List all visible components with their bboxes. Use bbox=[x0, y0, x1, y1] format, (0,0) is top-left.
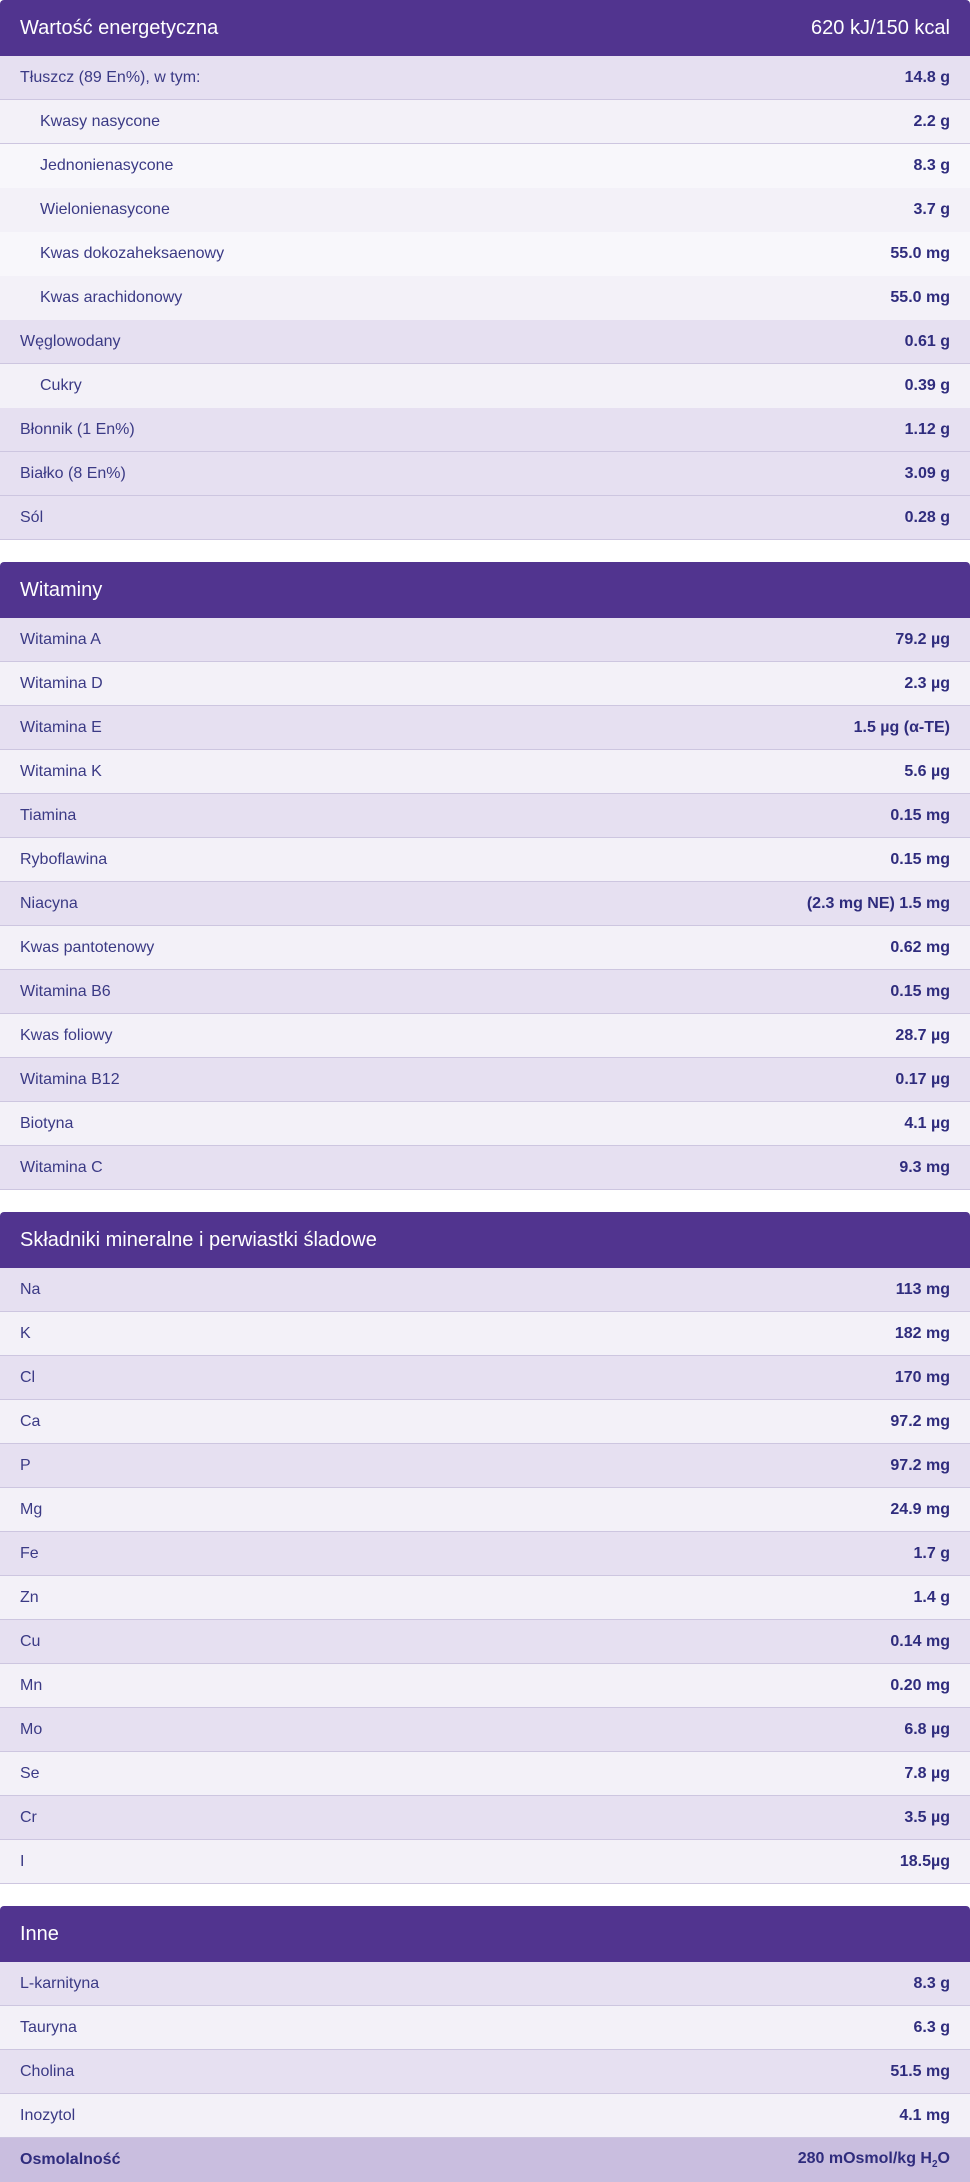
vitamin-row bbox=[0, 662, 970, 706]
other-label: Tauryna bbox=[20, 2018, 77, 2036]
energy-header bbox=[0, 0, 970, 56]
nutrient-row bbox=[0, 188, 970, 232]
nutrient-value: 0.61 g bbox=[904, 332, 950, 350]
mineral-label: Fe bbox=[20, 1544, 39, 1562]
vitamin-value: (2.3 mg NE) 1.5 mg bbox=[806, 894, 950, 912]
vitamin-label: Niacyna bbox=[20, 894, 78, 912]
mineral-row bbox=[0, 1312, 970, 1356]
vitamin-row bbox=[0, 750, 970, 794]
vitamin-label: Ryboflawina bbox=[20, 850, 108, 868]
osmolality-value-main: 280 mOsmol/kg H bbox=[797, 2149, 932, 2167]
minerals-section bbox=[0, 1212, 970, 1884]
vitamin-label: Witamina K bbox=[20, 762, 102, 780]
nutrient-label: Błonnik (1 En%) bbox=[20, 420, 135, 438]
vitamin-row bbox=[0, 794, 970, 838]
vitamin-value: 0.62 mg bbox=[890, 938, 950, 956]
nutrient-label: Białko (8 En%) bbox=[20, 464, 126, 482]
mineral-row bbox=[0, 1488, 970, 1532]
mineral-label: Mn bbox=[20, 1676, 43, 1694]
nutrient-label: Wielonienasycone bbox=[40, 201, 170, 218]
nutrient-value: 55.0 mg bbox=[890, 289, 950, 306]
other-header bbox=[0, 1906, 970, 1962]
vitamin-value: 0.17 µg bbox=[895, 1070, 950, 1088]
other-section bbox=[0, 1906, 970, 2182]
mineral-value: 170 mg bbox=[894, 1368, 950, 1386]
mineral-row bbox=[0, 1620, 970, 1664]
mineral-value: 24.9 mg bbox=[890, 1500, 950, 1518]
vitamin-label: Witamina E bbox=[20, 718, 102, 736]
mineral-row bbox=[0, 1708, 970, 1752]
other-value: 51.5 mg bbox=[890, 2062, 950, 2080]
energy-value: 620 kJ/150 kcal bbox=[811, 16, 950, 39]
osmolality-value bbox=[798, 2150, 950, 2170]
vitamins-title: Witaminy bbox=[20, 578, 103, 601]
mineral-value: 1.7 g bbox=[913, 1544, 950, 1562]
vitamin-label: Tiamina bbox=[20, 806, 77, 824]
mineral-row bbox=[0, 1576, 970, 1620]
mineral-label: Se bbox=[20, 1764, 40, 1782]
mineral-value: 1.4 g bbox=[913, 1588, 950, 1606]
mineral-row bbox=[0, 1400, 970, 1444]
osmolality-row bbox=[0, 2138, 970, 2182]
mineral-row bbox=[0, 1752, 970, 1796]
other-value: 8.3 g bbox=[913, 1974, 950, 1992]
minerals-title: Składniki mineralne i perwiastki śladowe bbox=[20, 1228, 377, 1251]
mineral-label: Zn bbox=[20, 1588, 39, 1606]
vitamin-label: Witamina A bbox=[20, 630, 101, 648]
vitamin-label: Witamina D bbox=[20, 674, 103, 692]
other-row bbox=[0, 2050, 970, 2094]
vitamin-value: 0.15 mg bbox=[890, 850, 950, 868]
vitamin-value: 1.5 µg (α-TE) bbox=[853, 718, 950, 736]
vitamin-row bbox=[0, 926, 970, 970]
vitamin-value: 2.3 µg bbox=[904, 674, 950, 692]
mineral-row bbox=[0, 1444, 970, 1488]
mineral-value: 0.14 mg bbox=[890, 1632, 950, 1650]
other-value: 4.1 mg bbox=[899, 2106, 950, 2124]
mineral-label: I bbox=[20, 1852, 25, 1870]
nutrient-label: Tłuszcz (89 En%), w tym: bbox=[20, 68, 201, 86]
mineral-value: 97.2 mg bbox=[890, 1412, 950, 1430]
nutrient-row bbox=[0, 452, 970, 496]
nutrient-row bbox=[0, 144, 970, 188]
vitamin-label: Witamina C bbox=[20, 1158, 103, 1176]
vitamin-label: Kwas pantotenowy bbox=[20, 938, 155, 956]
vitamin-row bbox=[0, 882, 970, 926]
nutrient-row bbox=[0, 276, 970, 320]
mineral-row bbox=[0, 1356, 970, 1400]
vitamin-value: 5.6 µg bbox=[904, 762, 950, 780]
nutrient-row bbox=[0, 496, 970, 540]
mineral-label: Na bbox=[20, 1280, 41, 1298]
osmolality-value-subscript: 2 bbox=[931, 2159, 938, 2171]
nutrient-row bbox=[0, 56, 970, 100]
energy-section bbox=[0, 0, 970, 540]
other-title: Inne bbox=[20, 1922, 59, 1945]
nutrient-row bbox=[0, 408, 970, 452]
mineral-row bbox=[0, 1532, 970, 1576]
nutrient-value: 14.8 g bbox=[904, 68, 950, 86]
vitamin-value: 0.15 mg bbox=[890, 982, 950, 1000]
nutrient-label: Kwasy nasycone bbox=[40, 112, 161, 130]
vitamin-row bbox=[0, 1014, 970, 1058]
nutrient-row bbox=[0, 100, 970, 144]
mineral-value: 97.2 mg bbox=[890, 1456, 950, 1474]
mineral-label: Cl bbox=[20, 1368, 36, 1386]
nutrient-row bbox=[0, 364, 970, 408]
mineral-row bbox=[0, 1840, 970, 1884]
mineral-value: 3.5 µg bbox=[904, 1808, 950, 1826]
vitamin-label: Witamina B6 bbox=[20, 982, 111, 1000]
vitamin-row bbox=[0, 618, 970, 662]
other-row bbox=[0, 2094, 970, 2138]
nutrient-label: Sól bbox=[20, 508, 44, 526]
vitamin-value: 79.2 µg bbox=[895, 630, 950, 648]
mineral-value: 7.8 µg bbox=[904, 1764, 950, 1782]
other-row bbox=[0, 1962, 970, 2006]
mineral-value: 0.20 mg bbox=[890, 1676, 950, 1694]
other-label: L-karnityna bbox=[20, 1974, 100, 1992]
mineral-value: 6.8 µg bbox=[904, 1720, 950, 1738]
nutrient-value: 8.3 g bbox=[913, 157, 950, 174]
nutrient-value: 3.7 g bbox=[913, 201, 950, 218]
mineral-label: Mg bbox=[20, 1500, 43, 1518]
nutrient-value: 0.28 g bbox=[904, 508, 950, 526]
mineral-row bbox=[0, 1268, 970, 1312]
vitamin-value: 9.3 mg bbox=[899, 1158, 950, 1176]
vitamin-value: 28.7 µg bbox=[895, 1026, 950, 1044]
mineral-label: Cr bbox=[20, 1808, 37, 1826]
vitamins-section bbox=[0, 562, 970, 1190]
vitamin-row bbox=[0, 1102, 970, 1146]
other-label: Cholina bbox=[20, 2062, 75, 2080]
mineral-label: Cu bbox=[20, 1632, 41, 1650]
nutrient-value: 0.39 g bbox=[904, 377, 950, 394]
nutrient-label: Kwas arachidonowy bbox=[40, 289, 183, 306]
nutrient-row bbox=[0, 232, 970, 276]
mineral-label: Ca bbox=[20, 1412, 41, 1430]
nutrient-label: Cukry bbox=[40, 377, 82, 394]
nutrient-label: Węglowodany bbox=[20, 332, 121, 350]
vitamin-row bbox=[0, 706, 970, 750]
nutrient-label: Kwas dokozaheksaenowy bbox=[40, 245, 225, 262]
other-value: 6.3 g bbox=[913, 2018, 950, 2036]
nutrient-value: 3.09 g bbox=[904, 464, 950, 482]
vitamin-value: 4.1 µg bbox=[904, 1114, 950, 1132]
vitamin-value: 0.15 mg bbox=[890, 806, 950, 824]
vitamin-row bbox=[0, 970, 970, 1014]
mineral-label: Mo bbox=[20, 1720, 43, 1738]
mineral-row bbox=[0, 1664, 970, 1708]
nutrient-label: Jednonienasycone bbox=[40, 157, 174, 174]
mineral-value: 182 mg bbox=[894, 1324, 950, 1342]
minerals-header bbox=[0, 1212, 970, 1268]
mineral-value: 18.5µg bbox=[899, 1852, 950, 1870]
osmolality-label: Osmolalność bbox=[20, 2151, 121, 2168]
vitamin-row bbox=[0, 838, 970, 882]
nutrient-value: 2.2 g bbox=[913, 112, 950, 130]
osmolality-value-suffix: O bbox=[937, 2149, 950, 2167]
mineral-value: 113 mg bbox=[895, 1280, 950, 1298]
nutrient-value: 1.12 g bbox=[904, 420, 950, 438]
vitamin-row bbox=[0, 1146, 970, 1190]
vitamin-label: Kwas foliowy bbox=[20, 1026, 113, 1044]
energy-title: Wartość energetyczna bbox=[20, 16, 219, 39]
mineral-label: K bbox=[20, 1324, 31, 1342]
nutrient-value: 55.0 mg bbox=[890, 245, 950, 262]
vitamin-label: Witamina B12 bbox=[20, 1070, 120, 1088]
mineral-label: P bbox=[20, 1456, 31, 1474]
nutrient-row bbox=[0, 320, 970, 364]
vitamin-row bbox=[0, 1058, 970, 1102]
vitamins-header bbox=[0, 562, 970, 618]
mineral-row bbox=[0, 1796, 970, 1840]
vitamin-label: Biotyna bbox=[20, 1114, 74, 1132]
other-row bbox=[0, 2006, 970, 2050]
other-label: Inozytol bbox=[20, 2106, 76, 2124]
